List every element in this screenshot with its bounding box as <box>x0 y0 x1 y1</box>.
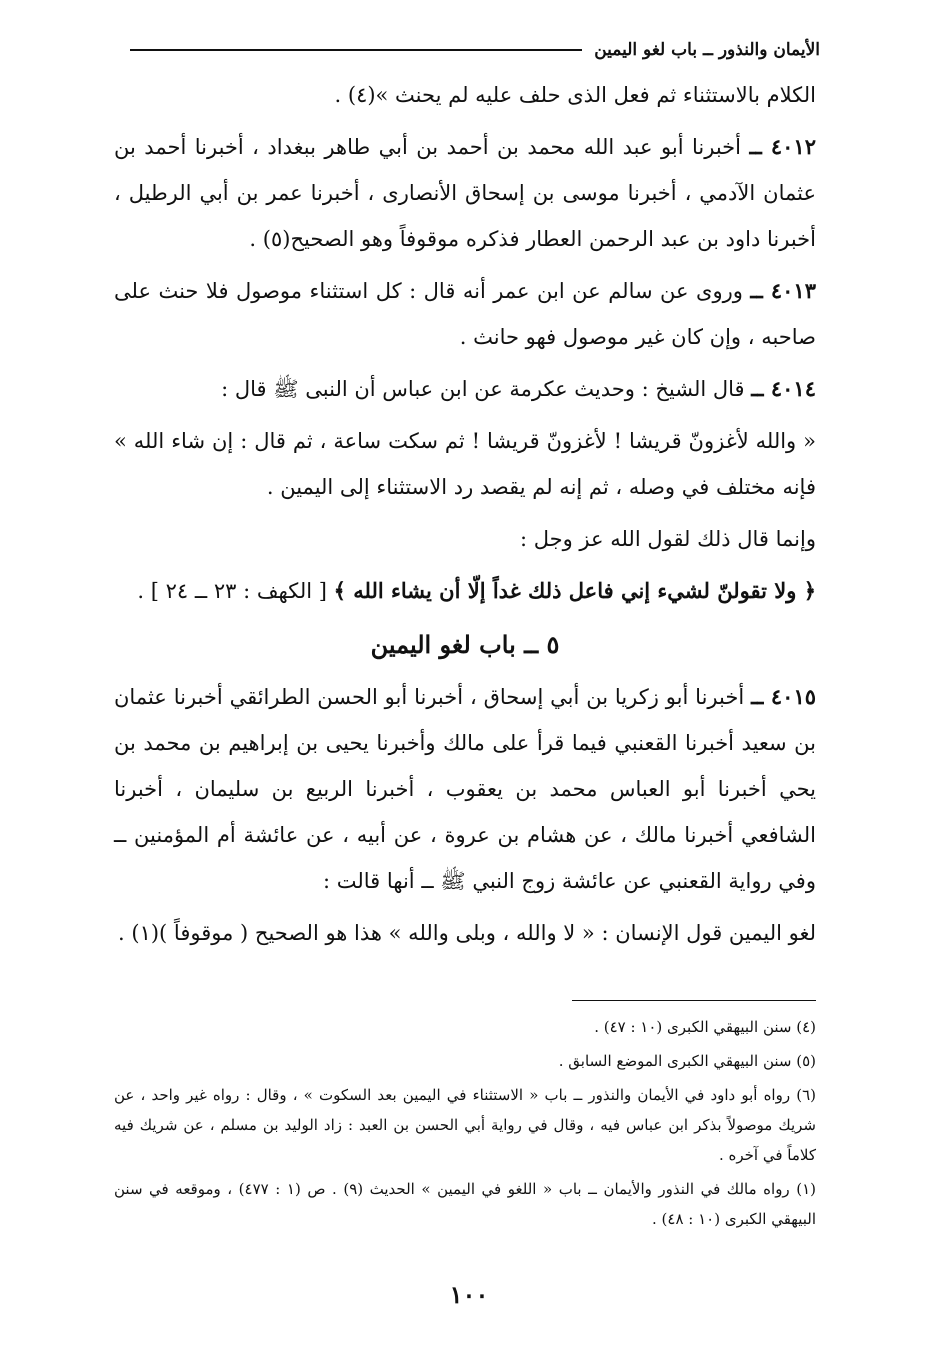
hadith-4013 <box>114 268 816 360</box>
footnote-separator <box>572 1000 816 1001</box>
hadith-number: ٤٠١٤ ــ <box>751 376 816 401</box>
hadith-4012 <box>114 124 816 262</box>
hadith-text: أخبرنا أبو زكريا بن أبي إسحاق ، أخبرنا أبو الحسن الطرائقي أخبرنا عثمان بن سعيد أخبرنا القعنبي فيما قرأ على مالك وأخبرنا يحيى بن إبراهيم بن محمد بن يحي أخبرنا أبو العباس محمد بن يعقوب ، أخبرنا الربيع بن سليمان ، أخبرنا الشافعي أخبرنا مالك ، عن هشام بن عروة ، عن أبيه ، عن عائشة أم المؤمنين ــ وفي رواية القعنبي عن عائشة زوج النبي ﷺ ــ أنها قالت : <box>114 685 816 893</box>
hadith-number: ٤٠١٣ ــ <box>750 278 816 303</box>
hadith-4015 <box>114 674 816 904</box>
paragraph-continuation: الكلام بالاستثناء ثم فعل الذى حلف عليه لم يحنث »(٤) . <box>334 83 816 107</box>
hadith-number: ٤٠١٢ ــ <box>749 134 816 159</box>
main-text <box>114 72 816 962</box>
hadith-text: أخبرنا أبو عبد الله محمد بن أحمد بن أبي طاهر ببغداد ، أخبرنا أحمد بن عثمان الآدمي ، أخبرنا موسى بن إسحاق الأنصارى ، أخبرنا عمر بن أبي الرطيل ، أخبرنا داود بن عبد الرحمن العطار فذكره موقوفاً وهو الصحيح(٥) . <box>114 135 816 251</box>
running-title: الأيمان والنذور ــ باب لغو اليمين <box>594 40 820 60</box>
quran-verse: ﴿ ولا تقولنّ لشيء إني فاعل ذلك غداً إلّا أن يشاء الله ﴾ <box>333 578 816 603</box>
footnotes <box>114 1012 816 1238</box>
footnote: (٦) رواه أبو داود في الأيمان والنذور ــ باب « الاستثناء في اليمين بعد السكوت » ، وقال : رواه غير واحد ، عن شريك موصولاً بذكر ابن عباس فيه ، وقال في رواية أبي الحسن بن العبد : زاد الوليد بن مسلم ، عن شريك فيه كلاماً في آخره . <box>114 1086 816 1164</box>
section-title: ٥ ــ باب لغو اليمين <box>370 630 560 659</box>
header-rule <box>130 49 582 51</box>
hadith-quote: « والله لأغزونّ قريشا ! لأغزونّ قريشا ! ثم سكت ساعة ، ثم قال : إن شاء الله » فإنه مختلف في وصله ، ثم إنه لم يقصد رد الاستثناء إلى اليمين . <box>114 429 816 499</box>
running-header <box>130 40 820 60</box>
hadith-text: قال الشيخ : وحديث عكرمة عن ابن عباس أن النبى ﷺ قال : <box>221 377 745 401</box>
paragraph-laghw: لغو اليمين قول الإنسان : « لا والله ، وبلى والله » هذا هو الصحيح ( موقوفاً )(١) . <box>118 921 816 945</box>
hadith-number: ٤٠١٥ ــ <box>751 684 817 709</box>
footnote: (٥) سنن البيهقي الكبرى الموضع السابق . <box>558 1052 816 1070</box>
hadith-4014 <box>114 366 816 412</box>
verse-reference: [ الكهف : ٢٣ ــ ٢٤ ] . <box>137 579 327 603</box>
footnote: (١) رواه مالك في النذور والأيمان ــ باب « اللغو في اليمين » الحديث (٩) . ص (١ : ٤٧٧) ، وموقعه في سنن البيهقي الكبرى (١٠ : ٤٨) . <box>114 1180 816 1228</box>
footnote: (٤) سنن البيهقي الكبرى (١٠ : ٤٧) . <box>594 1018 816 1036</box>
hadith-text: وروى عن سالم عن ابن عمر أنه قال : كل استثناء موصول فلا حنث على صاحبه ، وإن كان غير موصول فهو حانث . <box>114 279 816 349</box>
page-number: ١٠٠ <box>449 1280 489 1309</box>
quran-verse-paragraph <box>114 568 816 614</box>
paragraph-intro-verse: وإنما قال ذلك لقول الله عز وجل : <box>519 527 816 551</box>
